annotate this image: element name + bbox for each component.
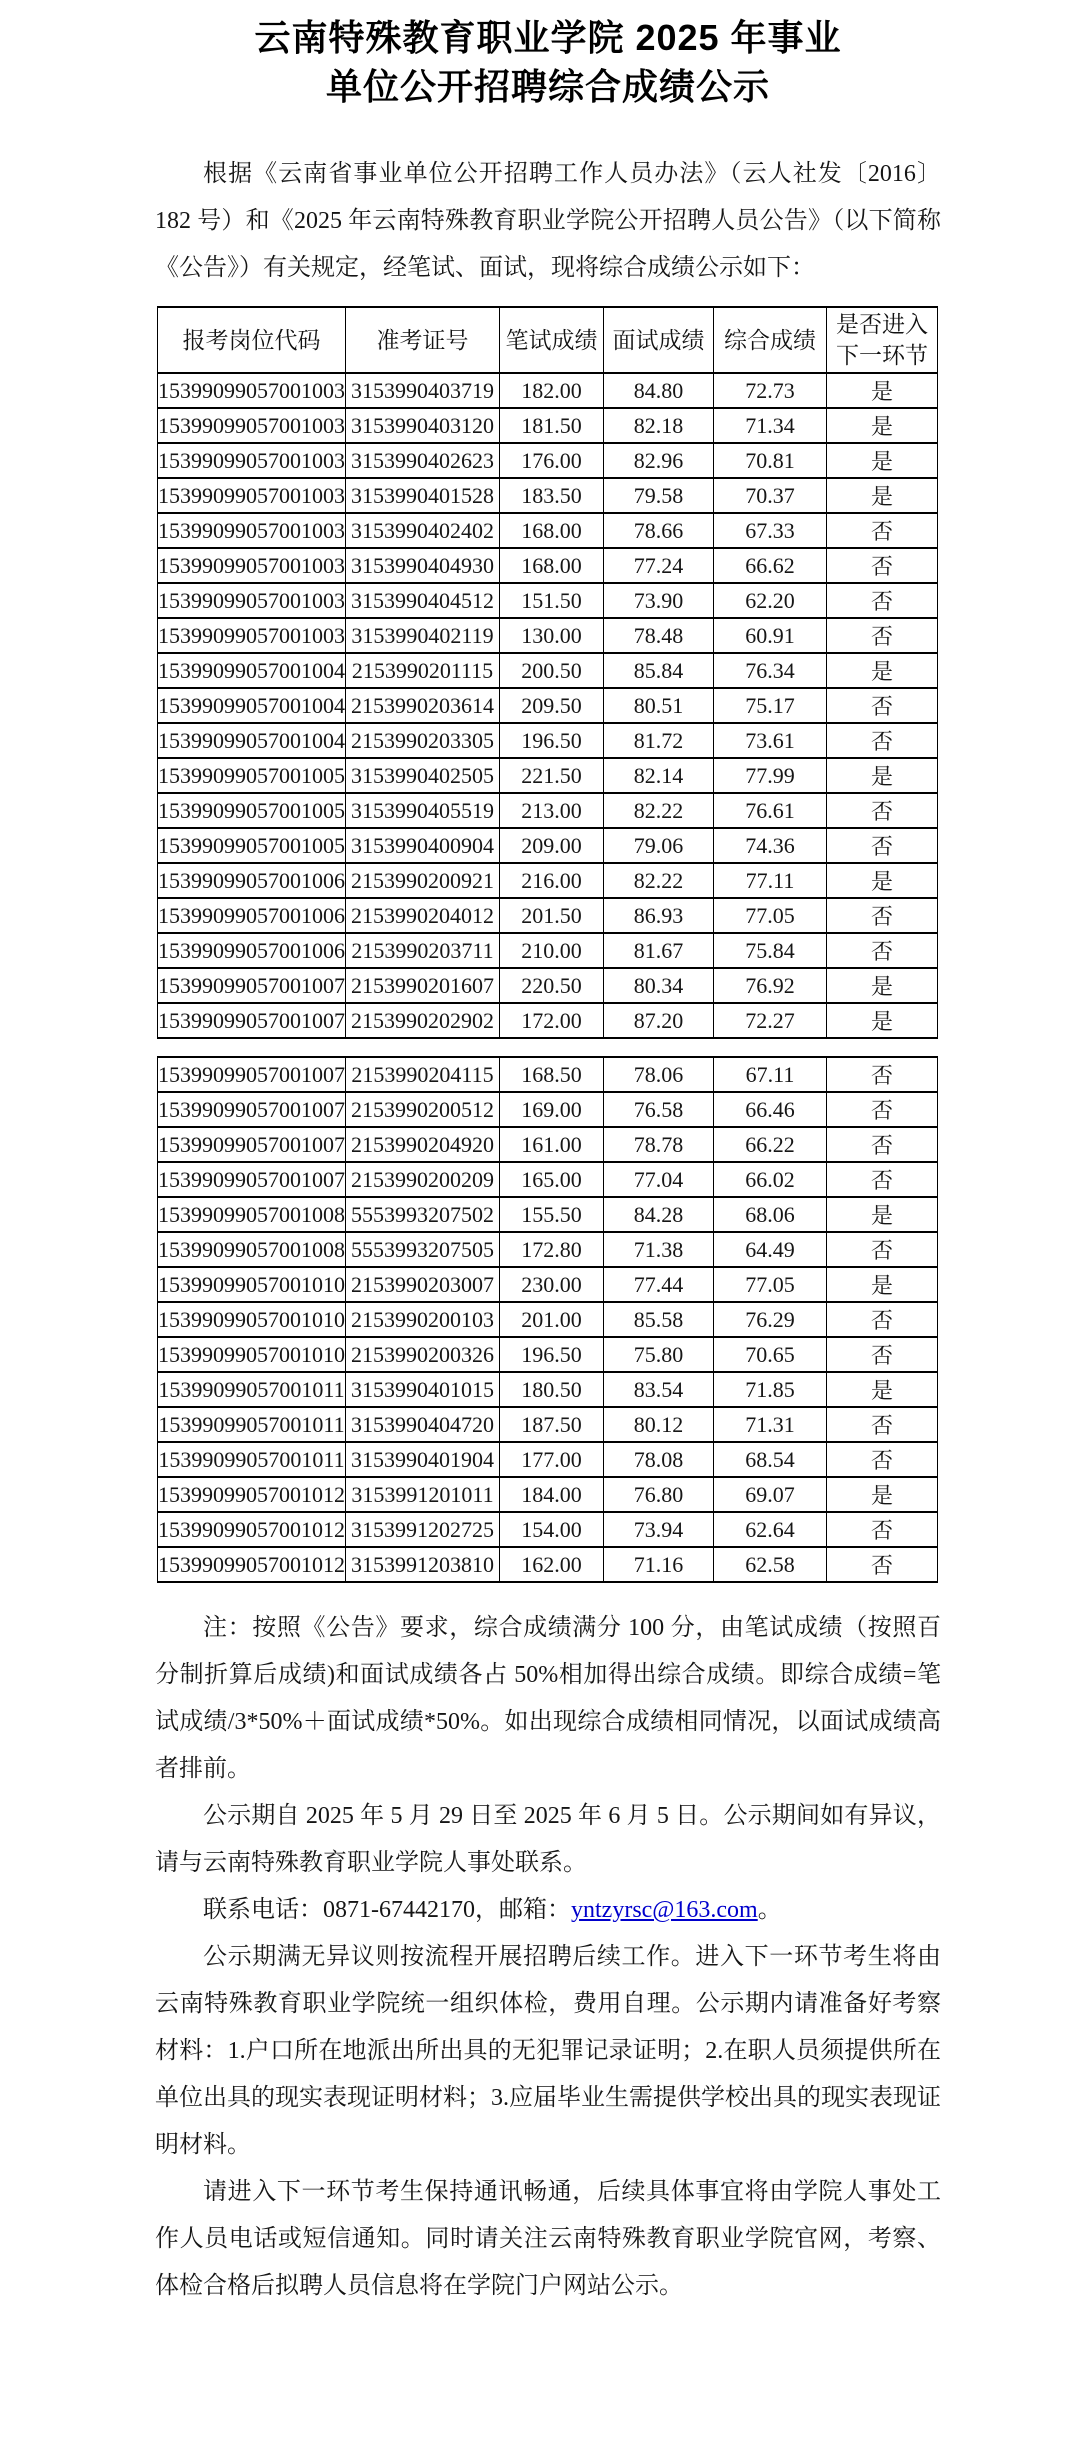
cell-overall-score: 68.54: [714, 1442, 827, 1477]
cell-overall-score: 73.61: [714, 723, 827, 758]
cell-overall-score: 71.85: [714, 1372, 827, 1407]
cell-next-round: 否: [827, 1337, 938, 1372]
email-link[interactable]: yntzyrsc@163.com: [571, 1897, 758, 1924]
cell-interview-score: 77.24: [604, 548, 714, 583]
cell-exam-number: 2153990201115: [346, 653, 500, 688]
page-title-line2: 单位公开招聘综合成绩公示: [325, 65, 770, 107]
cell-overall-score: 70.37: [714, 478, 827, 513]
cell-position-code: 15399099057001011: [158, 1442, 346, 1477]
table-row: [158, 1232, 938, 1267]
cell-next-round: 否: [827, 1407, 938, 1442]
cell-written-score: 230.00: [500, 1267, 604, 1302]
cell-written-score: 161.00: [500, 1127, 604, 1162]
cell-overall-score: 76.29: [714, 1302, 827, 1337]
cell-written-score: 130.00: [500, 618, 604, 653]
intro-paragraph: 根据《云南省事业单位公开招聘工作人员办法》（云人社发〔2016〕182 号）和《2025 年云南特殊教育职业学院公开招聘人员公告》（以下简称《公告》）有关规定，经笔试、面试，现将综合成绩公示如下：: [155, 161, 941, 282]
cell-exam-number: 3153990404512: [346, 583, 500, 618]
cell-next-round: 否: [827, 513, 938, 548]
table-row: [158, 898, 938, 933]
header-next-round-line2: 下一环节: [836, 343, 928, 369]
table-row: [158, 828, 938, 863]
cell-interview-score: 81.67: [604, 933, 714, 968]
cell-interview-score: 86.93: [604, 898, 714, 933]
cell-exam-number: 2153990200921: [346, 863, 500, 898]
cell-next-round: 否: [827, 1092, 938, 1127]
cell-overall-score: 77.05: [714, 898, 827, 933]
table-row: [158, 1512, 938, 1547]
cell-position-code: 15399099057001008: [158, 1197, 346, 1232]
cell-interview-score: 81.72: [604, 723, 714, 758]
cell-interview-score: 78.06: [604, 1057, 714, 1092]
table-row: [158, 688, 938, 723]
cell-interview-score: 82.18: [604, 408, 714, 443]
table-row: [158, 1442, 938, 1477]
cell-written-score: 162.00: [500, 1547, 604, 1582]
cell-exam-number: 2153990204115: [346, 1057, 500, 1092]
cell-written-score: 184.00: [500, 1477, 604, 1512]
cell-next-round: 否: [827, 1512, 938, 1547]
cell-position-code: 15399099057001003: [158, 548, 346, 583]
cell-interview-score: 71.16: [604, 1547, 714, 1582]
scores-table-section-2: [157, 1056, 938, 1583]
cell-exam-number: 2153990203614: [346, 688, 500, 723]
cell-position-code: 15399099057001003: [158, 478, 346, 513]
cell-position-code: 15399099057001004: [158, 688, 346, 723]
cell-position-code: 15399099057001007: [158, 1057, 346, 1092]
cell-overall-score: 67.11: [714, 1057, 827, 1092]
cell-overall-score: 66.62: [714, 548, 827, 583]
cell-overall-score: 71.31: [714, 1407, 827, 1442]
cell-exam-number: 3153990402402: [346, 513, 500, 548]
cell-written-score: 221.50: [500, 758, 604, 793]
table-row: [158, 1003, 938, 1038]
table-page-break-gap: [155, 1039, 941, 1056]
cell-overall-score: 76.92: [714, 968, 827, 1003]
cell-interview-score: 83.54: [604, 1372, 714, 1407]
cell-next-round: 是: [827, 1372, 938, 1407]
cell-written-score: 220.50: [500, 968, 604, 1003]
cell-written-score: 209.00: [500, 828, 604, 863]
cell-position-code: 15399099057001006: [158, 898, 346, 933]
header-next-round-line1: 是否进入: [836, 312, 928, 338]
cell-position-code: 15399099057001003: [158, 443, 346, 478]
cell-written-score: 200.50: [500, 653, 604, 688]
cell-overall-score: 69.07: [714, 1477, 827, 1512]
cell-next-round: 是: [827, 408, 938, 443]
cell-next-round: 否: [827, 723, 938, 758]
cell-interview-score: 71.38: [604, 1232, 714, 1267]
table-row: [158, 1057, 938, 1092]
table-row: [158, 758, 938, 793]
note-communication: 请进入下一环节考生保持通讯畅通，后续具体事宜将由学院人事处工作人员电话或短信通知。同时请关注云南特殊教育职业学院官网，考察、体检合格后拟聘人员信息将在学院门户网站公示。: [155, 2179, 941, 2300]
cell-position-code: 15399099057001007: [158, 1127, 346, 1162]
cell-written-score: 196.50: [500, 723, 604, 758]
cell-exam-number: 2153990204012: [346, 898, 500, 933]
table-row: [158, 1337, 938, 1372]
cell-position-code: 15399099057001010: [158, 1337, 346, 1372]
cell-position-code: 15399099057001003: [158, 583, 346, 618]
cell-interview-score: 73.94: [604, 1512, 714, 1547]
cell-interview-score: 73.90: [604, 583, 714, 618]
cell-position-code: 15399099057001006: [158, 933, 346, 968]
cell-next-round: 否: [827, 933, 938, 968]
cell-next-round: 是: [827, 968, 938, 1003]
cell-next-round: 是: [827, 653, 938, 688]
cell-interview-score: 77.44: [604, 1267, 714, 1302]
table-row: [158, 1302, 938, 1337]
cell-written-score: 209.50: [500, 688, 604, 723]
table-row: [158, 583, 938, 618]
cell-overall-score: 67.33: [714, 513, 827, 548]
cell-exam-number: 2153990200326: [346, 1337, 500, 1372]
cell-next-round: 否: [827, 898, 938, 933]
table-row: [158, 1162, 938, 1197]
cell-written-score: 201.50: [500, 898, 604, 933]
cell-written-score: 168.50: [500, 1057, 604, 1092]
cell-interview-score: 87.20: [604, 1003, 714, 1038]
cell-written-score: 181.50: [500, 408, 604, 443]
table-row: [158, 478, 938, 513]
cell-written-score: 180.50: [500, 1372, 604, 1407]
cell-position-code: 15399099057001012: [158, 1547, 346, 1582]
cell-exam-number: 2153990200209: [346, 1162, 500, 1197]
cell-position-code: 15399099057001007: [158, 1092, 346, 1127]
header-exam-number: 准考证号: [346, 307, 500, 373]
cell-written-score: 169.00: [500, 1092, 604, 1127]
cell-interview-score: 75.80: [604, 1337, 714, 1372]
cell-overall-score: 77.99: [714, 758, 827, 793]
cell-overall-score: 77.11: [714, 863, 827, 898]
cell-written-score: 154.00: [500, 1512, 604, 1547]
cell-overall-score: 72.27: [714, 1003, 827, 1038]
cell-written-score: 165.00: [500, 1162, 604, 1197]
cell-exam-number: 3153990402623: [346, 443, 500, 478]
cell-position-code: 15399099057001008: [158, 1232, 346, 1267]
table-row: [158, 1127, 938, 1162]
cell-position-code: 15399099057001003: [158, 373, 346, 408]
cell-overall-score: 71.34: [714, 408, 827, 443]
page-title-line1: 云南特殊教育职业学院 2025 年事业: [254, 17, 842, 58]
cell-overall-score: 72.73: [714, 373, 827, 408]
cell-next-round: 否: [827, 1127, 938, 1162]
table-row: [158, 968, 938, 1003]
cell-position-code: 15399099057001003: [158, 618, 346, 653]
cell-position-code: 15399099057001005: [158, 758, 346, 793]
cell-next-round: 是: [827, 1267, 938, 1302]
cell-written-score: 201.00: [500, 1302, 604, 1337]
table-row: [158, 1092, 938, 1127]
cell-exam-number: 3153991203810: [346, 1547, 500, 1582]
cell-next-round: 否: [827, 1162, 938, 1197]
cell-position-code: 15399099057001012: [158, 1512, 346, 1547]
cell-overall-score: 75.17: [714, 688, 827, 723]
cell-overall-score: 66.02: [714, 1162, 827, 1197]
contact-suffix-text: 。: [757, 1897, 782, 1924]
cell-next-round: 是: [827, 1477, 938, 1512]
table-row: [158, 863, 938, 898]
cell-next-round: 是: [827, 373, 938, 408]
cell-exam-number: 2153990203711: [346, 933, 500, 968]
cell-position-code: 15399099057001007: [158, 1003, 346, 1038]
cell-overall-score: 74.36: [714, 828, 827, 863]
cell-overall-score: 77.05: [714, 1267, 827, 1302]
cell-position-code: 15399099057001010: [158, 1267, 346, 1302]
cell-written-score: 213.00: [500, 793, 604, 828]
cell-written-score: 172.00: [500, 1003, 604, 1038]
cell-position-code: 15399099057001003: [158, 408, 346, 443]
cell-overall-score: 70.81: [714, 443, 827, 478]
cell-position-code: 15399099057001012: [158, 1477, 346, 1512]
cell-overall-score: 66.46: [714, 1092, 827, 1127]
header-written-score: 笔试成绩: [500, 307, 604, 373]
cell-written-score: 196.50: [500, 1337, 604, 1372]
cell-overall-score: 76.61: [714, 793, 827, 828]
cell-interview-score: 80.34: [604, 968, 714, 1003]
cell-exam-number: 5553993207505: [346, 1232, 500, 1267]
cell-exam-number: 3153990401904: [346, 1442, 500, 1477]
cell-written-score: 172.80: [500, 1232, 604, 1267]
table-row: [158, 933, 938, 968]
cell-written-score: 216.00: [500, 863, 604, 898]
cell-next-round: 否: [827, 793, 938, 828]
cell-position-code: 15399099057001007: [158, 1162, 346, 1197]
table-row: [158, 1407, 938, 1442]
cell-written-score: 183.50: [500, 478, 604, 513]
cell-interview-score: 82.22: [604, 793, 714, 828]
cell-overall-score: 62.58: [714, 1547, 827, 1582]
cell-overall-score: 62.20: [714, 583, 827, 618]
cell-exam-number: 2153990204920: [346, 1127, 500, 1162]
cell-written-score: 176.00: [500, 443, 604, 478]
cell-overall-score: 76.34: [714, 653, 827, 688]
cell-interview-score: 79.06: [604, 828, 714, 863]
cell-overall-score: 62.64: [714, 1512, 827, 1547]
header-interview-score: 面试成绩: [604, 307, 714, 373]
cell-exam-number: 3153990402119: [346, 618, 500, 653]
cell-interview-score: 82.96: [604, 443, 714, 478]
table-row: [158, 513, 938, 548]
cell-overall-score: 68.06: [714, 1197, 827, 1232]
cell-next-round: 否: [827, 828, 938, 863]
cell-next-round: 是: [827, 478, 938, 513]
page-title: [155, 14, 941, 111]
cell-next-round: 否: [827, 618, 938, 653]
cell-interview-score: 85.58: [604, 1302, 714, 1337]
table-row: [158, 443, 938, 478]
header-next-round: [827, 307, 938, 373]
notes-section: [155, 1605, 941, 2310]
table-row: [158, 1547, 938, 1582]
cell-written-score: 168.00: [500, 548, 604, 583]
contact-phone-text: 联系电话：0871-67442170，邮箱：: [203, 1897, 571, 1924]
table-row: [158, 723, 938, 758]
note-followup-procedure: 公示期满无异议则按流程开展招聘后续工作。进入下一环节考生将由云南特殊教育职业学院统一组织体检，费用自理。公示期内请准备好考察材料：1.户口所在地派出所出具的无犯罪记录证明；2.在职人员须提供所在单位出具的现实表现证明材料；3.应届毕业生需提供学校出具的现实表现证明材料。: [155, 1944, 941, 2159]
cell-next-round: 否: [827, 1302, 938, 1337]
cell-interview-score: 79.58: [604, 478, 714, 513]
cell-interview-score: 80.51: [604, 688, 714, 723]
cell-next-round: 否: [827, 688, 938, 723]
table-row: [158, 653, 938, 688]
cell-position-code: 15399099057001011: [158, 1407, 346, 1442]
table-row: [158, 1477, 938, 1512]
cell-interview-score: 77.04: [604, 1162, 714, 1197]
cell-exam-number: 2153990200103: [346, 1302, 500, 1337]
cell-interview-score: 85.84: [604, 653, 714, 688]
note-publicity-period: 公示期自 2025 年 5 月 29 日至 2025 年 6 月 5 日。公示期间如有异议，请与云南特殊教育职业学院人事处联系。: [155, 1803, 941, 1877]
cell-interview-score: 84.80: [604, 373, 714, 408]
note-contact-line: [155, 1887, 941, 1934]
table-row: [158, 1197, 938, 1232]
header-position-code: 报考岗位代码: [158, 307, 346, 373]
cell-interview-score: 76.58: [604, 1092, 714, 1127]
cell-overall-score: 70.65: [714, 1337, 827, 1372]
cell-exam-number: 3153990403719: [346, 373, 500, 408]
cell-position-code: 15399099057001004: [158, 653, 346, 688]
table-row: [158, 408, 938, 443]
cell-exam-number: 2153990203305: [346, 723, 500, 758]
cell-overall-score: 64.49: [714, 1232, 827, 1267]
cell-next-round: 否: [827, 548, 938, 583]
cell-position-code: 15399099057001005: [158, 828, 346, 863]
note-scoring-rule: 注：按照《公告》要求，综合成绩满分 100 分，由笔试成绩（按照百分制折算后成绩)和面试成绩各占 50%相加得出综合成绩。即综合成绩=笔试成绩/3*50%＋面试成绩*50%。如出现综合成绩相同情况，以面试成绩高者排前。: [155, 1615, 941, 1783]
cell-interview-score: 78.48: [604, 618, 714, 653]
cell-written-score: 151.50: [500, 583, 604, 618]
cell-exam-number: 3153991202725: [346, 1512, 500, 1547]
cell-overall-score: 60.91: [714, 618, 827, 653]
cell-written-score: 177.00: [500, 1442, 604, 1477]
cell-written-score: 182.00: [500, 373, 604, 408]
cell-position-code: 15399099057001007: [158, 968, 346, 1003]
cell-exam-number: 3153990403120: [346, 408, 500, 443]
cell-exam-number: 2153990203007: [346, 1267, 500, 1302]
cell-position-code: 15399099057001004: [158, 723, 346, 758]
cell-written-score: 168.00: [500, 513, 604, 548]
cell-interview-score: 80.12: [604, 1407, 714, 1442]
cell-exam-number: 3153990402505: [346, 758, 500, 793]
cell-interview-score: 82.22: [604, 863, 714, 898]
table-header-row: [158, 307, 938, 373]
cell-exam-number: 2153990202902: [346, 1003, 500, 1038]
cell-interview-score: 82.14: [604, 758, 714, 793]
cell-interview-score: 78.78: [604, 1127, 714, 1162]
cell-next-round: 否: [827, 1232, 938, 1267]
cell-next-round: 否: [827, 1442, 938, 1477]
cell-position-code: 15399099057001005: [158, 793, 346, 828]
cell-next-round: 是: [827, 443, 938, 478]
cell-position-code: 15399099057001003: [158, 513, 346, 548]
cell-position-code: 15399099057001006: [158, 863, 346, 898]
cell-exam-number: 3153991201011: [346, 1477, 500, 1512]
header-overall-score: 综合成绩: [714, 307, 827, 373]
cell-exam-number: 3153990404930: [346, 548, 500, 583]
cell-exam-number: 5553993207502: [346, 1197, 500, 1232]
cell-next-round: 否: [827, 583, 938, 618]
cell-next-round: 否: [827, 1547, 938, 1582]
cell-written-score: 155.50: [500, 1197, 604, 1232]
cell-overall-score: 75.84: [714, 933, 827, 968]
cell-overall-score: 66.22: [714, 1127, 827, 1162]
cell-next-round: 是: [827, 1003, 938, 1038]
table-row: [158, 373, 938, 408]
table-row: [158, 793, 938, 828]
cell-position-code: 15399099057001011: [158, 1372, 346, 1407]
cell-next-round: 是: [827, 863, 938, 898]
cell-written-score: 187.50: [500, 1407, 604, 1442]
scores-table-section-1: [157, 306, 938, 1039]
cell-next-round: 否: [827, 1057, 938, 1092]
cell-exam-number: 3153990400904: [346, 828, 500, 863]
cell-exam-number: 3153990404720: [346, 1407, 500, 1442]
table-row: [158, 548, 938, 583]
cell-interview-score: 78.08: [604, 1442, 714, 1477]
cell-position-code: 15399099057001010: [158, 1302, 346, 1337]
cell-written-score: 210.00: [500, 933, 604, 968]
cell-interview-score: 76.80: [604, 1477, 714, 1512]
cell-exam-number: 3153990401015: [346, 1372, 500, 1407]
cell-exam-number: 2153990200512: [346, 1092, 500, 1127]
cell-interview-score: 78.66: [604, 513, 714, 548]
table-row: [158, 1372, 938, 1407]
cell-interview-score: 84.28: [604, 1197, 714, 1232]
cell-exam-number: 2153990201607: [346, 968, 500, 1003]
cell-next-round: 是: [827, 1197, 938, 1232]
table-row: [158, 1267, 938, 1302]
cell-exam-number: 3153990405519: [346, 793, 500, 828]
table-row: [158, 618, 938, 653]
cell-next-round: 是: [827, 758, 938, 793]
cell-exam-number: 3153990401528: [346, 478, 500, 513]
